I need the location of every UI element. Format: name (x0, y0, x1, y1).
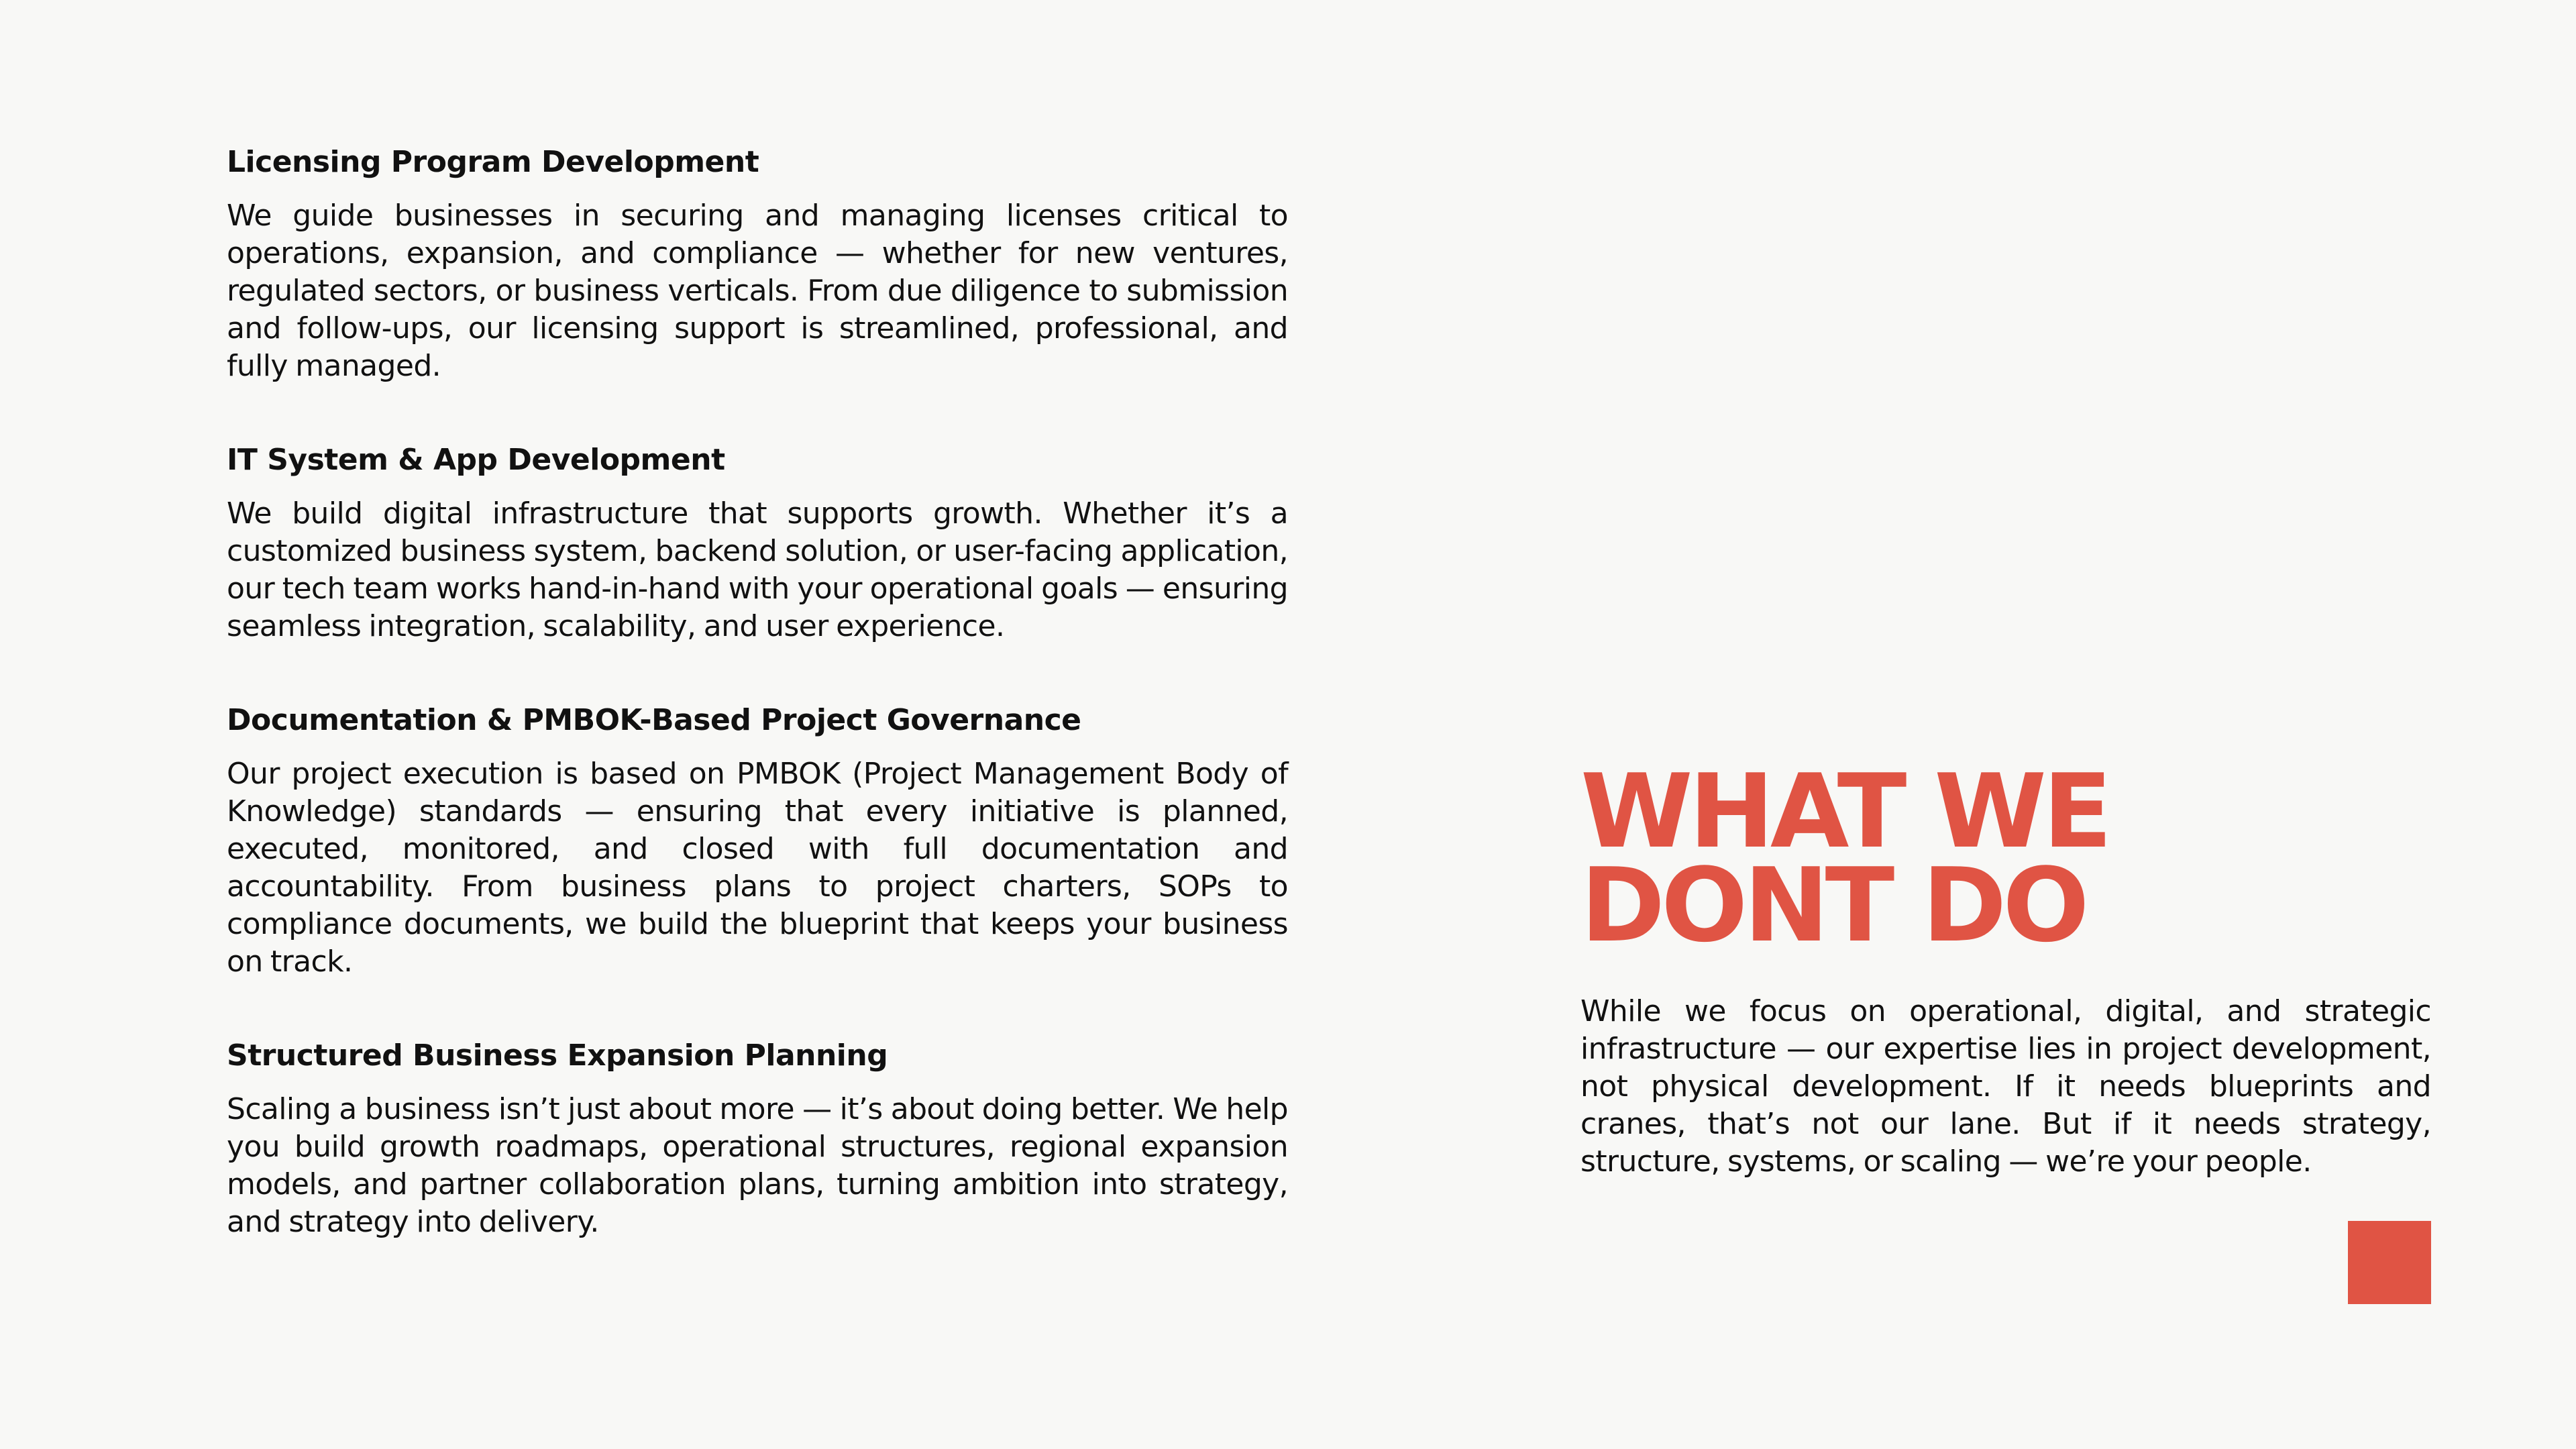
service-description: We build digital infrastructure that supports growth. Whether it’s a customized business system, backend solution, or user-facing application, our tech team works hand-in-hand with your operational goals — ensuring seamless integration, scalability, and user experience. (227, 496, 1288, 643)
services-list (227, 142, 1288, 1241)
what-we-dont-do-section (1580, 752, 2431, 1181)
service-expansion-planning (227, 1036, 1288, 1241)
section-heading: WHAT WE DONT DO (1580, 752, 2108, 965)
service-description: We guide businesses in securing and managing licenses critical to operations, expansion, and compliance — whether for new ventures, regulated sectors, or business verticals. From due diligence to submission and follow-ups, our licensing support is streamlined, professional, and fully managed. (227, 199, 1288, 383)
section-description: While we focus on operational, digital, and strategic infrastructure — our expertise lies in project development, not physical development. If it needs blueprints and cranes, that’s not our lane. But if it needs strategy, structure, systems, or scaling — we’re your people. (1580, 994, 2431, 1179)
service-title: IT System & App Development (227, 443, 725, 477)
service-licensing (227, 142, 1288, 385)
service-title: Documentation & PMBOK-Based Project Governance (227, 703, 1081, 737)
service-documentation (227, 700, 1288, 981)
service-description: Scaling a business isn’t just about more — it’s about doing better. We help you build growth roadmaps, operational structures, regional expansion models, and partner collaboration plans, turning ambition into strategy, and strategy into delivery. (227, 1092, 1288, 1239)
service-it-system (227, 440, 1288, 645)
service-description: Our project execution is based on PMBOK (Project Management Body of Knowledge) standards — ensuring that every initiative is planned, executed, monitored, and closed with full documentation and accountability. From business plans to project charters, SOPs to compliance documents, we build the blueprint that keeps your business on track. (227, 757, 1288, 979)
service-title: Structured Business Expansion Planning (227, 1038, 888, 1073)
accent-square-decoration (2348, 1221, 2431, 1304)
service-title: Licensing Program Development (227, 145, 759, 179)
